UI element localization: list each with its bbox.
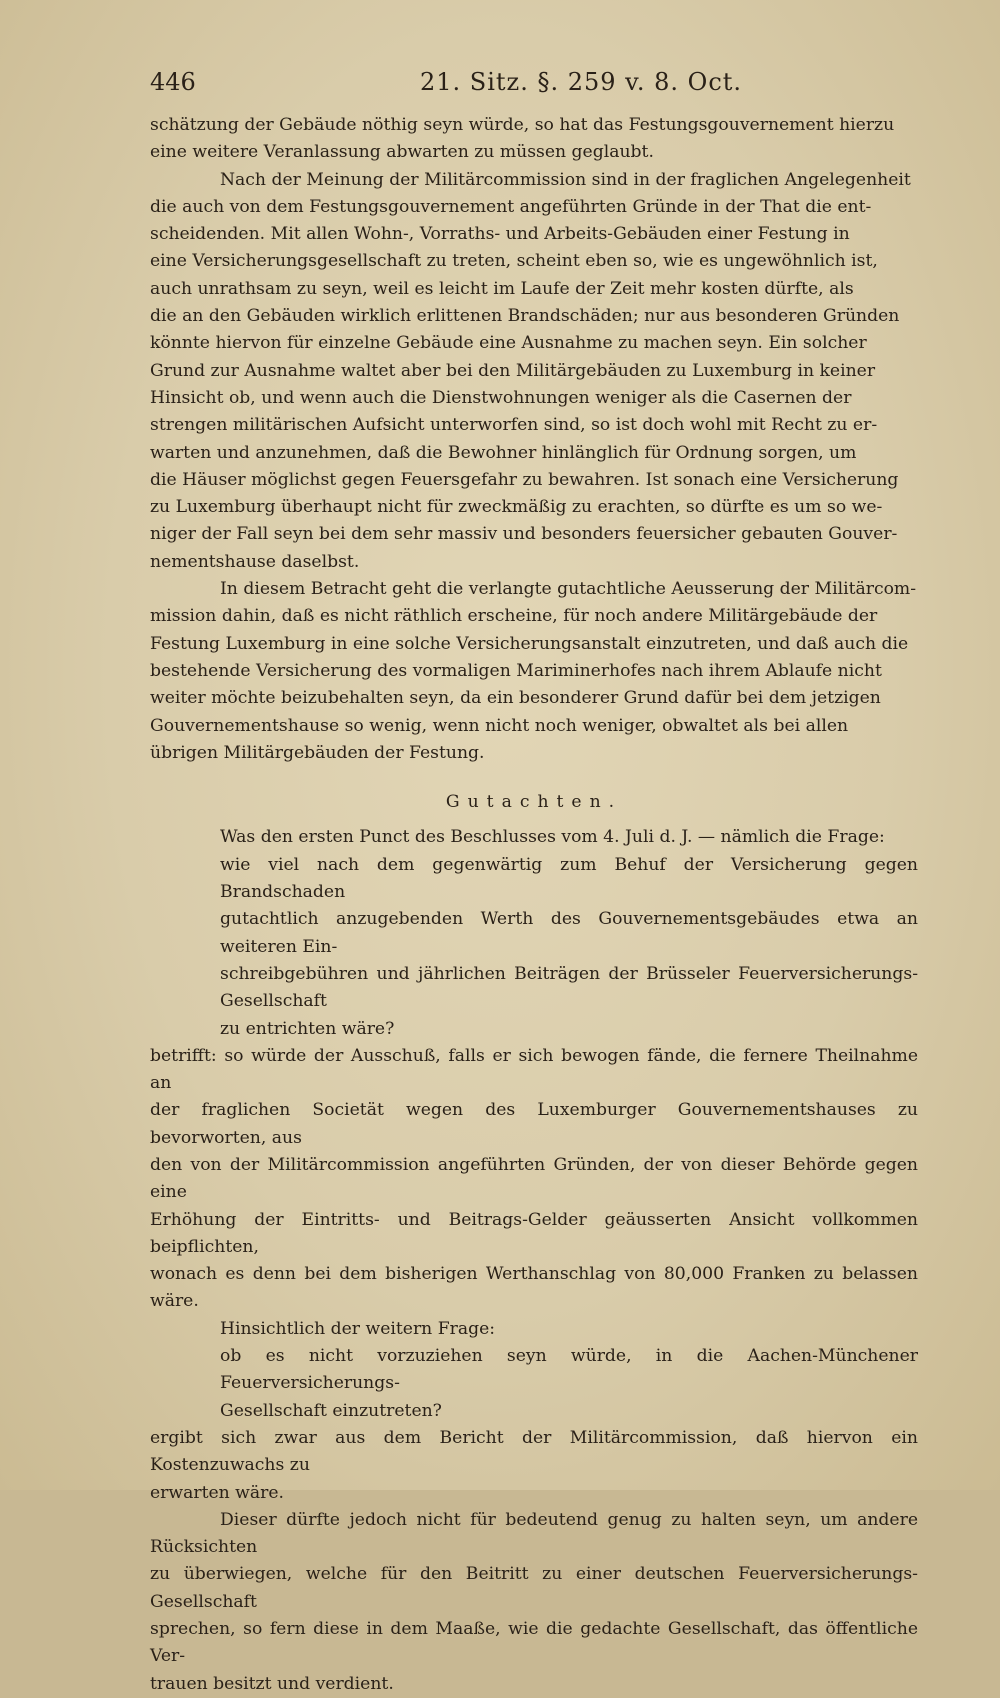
- page-header: [150, 68, 770, 102]
- page-number: 446: [150, 68, 196, 96]
- paragraph-cost-increase: ergibt sich zwar aus dem Bericht der Militärcommission, daß hiervon ein Kostenzuwachs zu erwarten wäre.: [150, 1427, 918, 1503]
- page-body: [150, 112, 918, 1698]
- paragraph-final-considerations: Dieser dürfte jedoch nicht für bedeutend genug zu halten seyn, um andere Rücksichten zu überwiegen, welche für den Beitritt zu einer deutschen Feuerversicherungs-Gesellschaft sprechen, so fern diese in dem Maaße, wie die gedachte Gesellschaft, das öffentliche Ver- trauen besitzt und verdient.: [150, 1509, 918, 1694]
- paragraph-commission-conclusion: In diesem Betracht geht die verlangte gutachtliche Aeusserung der Militärcom- mission dahin, daß es nicht räthlich erscheine, für noch andere Militärgebäude der Festung Luxemburg in eine solche Versicherungsanstalt einzutreten, und daß auch die bestehende Versicherung des vormaligen Mariminerhofes nach ihrem Ablaufe nicht weiter möchte beizubehalten seyn, da ein besonderer Grund dafür bei dem jetzigen Gouvernementshause so wenig, wenn nicht noch weniger, obwaltet als bei allen übrigen Militärgebäuden der Festung.: [150, 579, 917, 763]
- first-question-intro: Was den ersten Punct des Beschlusses vom 4. Juli d. J. — nämlich die Frage:: [220, 827, 885, 848]
- running-head: 21. Sitz. §. 259 v. 8. Oct.: [420, 68, 743, 96]
- paragraph-continuation: schätzung der Gebäude nöthig seyn würde, so hat das Festungsgouvernement hierzu eine weitere Veranlassung abwarten zu müssen geglaubt.: [150, 115, 895, 163]
- paragraph-committee-answer: betrifft: so würde der Ausschuß, falls er sich bewogen fände, die fernere Theilnahme an der fraglichen Societät wegen des Luxemburger Gouvernementshauses zu bevorworten, aus den von der Militärcommission angeführten Gründen, der von dieser Behörde gegen eine Erhöhung der Eintritts- und Beitrags-Gelder geäusserten Ansicht vollkommen beipflichten, wonach es denn bei dem bisherigen Werthanschlag von 80,000 Franken zu belassen wäre.: [150, 1045, 918, 1312]
- second-question-intro: Hinsichtlich der weitern Frage:: [220, 1318, 496, 1339]
- section-heading: Gutachten.: [445, 792, 623, 813]
- first-question-text: wie viel nach dem gegenwärtig zum Behuf der Versicherung gegen Brandschaden gutachtlich anzugebenden Werth des Gouvernementsgebäudes etwa an weiteren Ein- schreibgebühren und jährlichen Beiträgen der Brüsseler Feuerversicherungs-Gesellschaft zu entrichten wäre?: [220, 854, 918, 1039]
- second-question-text: ob es nicht vorzuziehen seyn würde, in die Aachen-Münchener Feuerversicherungs- Gesellschaft einzutreten?: [220, 1346, 918, 1421]
- paragraph-military-commission-opinion: Nach der Meinung der Militärcommission sind in der fraglichen Angelegenheit die auch von dem Festungsgouvernement angeführten Gründe in der That die ent- scheidenden. Mit allen Wohn-, Vorraths- und Arbeits-Gebäuden einer Festung in eine Versicherungsgesellschaft zu treten, scheint eben so, wie es ungewöhnlich ist, auch unrathsam zu seyn, weil es leicht im Laufe der Zeit mehr kosten dürfte, als die an den Gebäuden wirklich erlittenen Brandschäden; nur aus besonderen Gründen könnte hiervon für einzelne Gebäude eine Ausnahme zu machen seyn. Ein solcher Grund zur Ausnahme waltet aber bei den Militärgebäuden zu Luxemburg in keiner Hinsicht ob, und wenn auch die Dienstwohnungen weniger als die Casernen der strengen militärischen Aufsicht unterworfen sind, so ist doch wohl mit Recht zu er- warten und anzunehmen, daß die Bewohner hinlänglich für Ordnung sorgen, um die Häuser möglichst gegen Feuersgefahr zu bewahren. Ist sonach eine Versicherung zu Luxemburg überhaupt nicht für zweckmäßig zu erachten, so dürfte es um so we- niger der Fall seyn bei dem sehr massiv und besonders feuersicher gebauten Gouver- nementshause daselbst.: [150, 169, 911, 572]
